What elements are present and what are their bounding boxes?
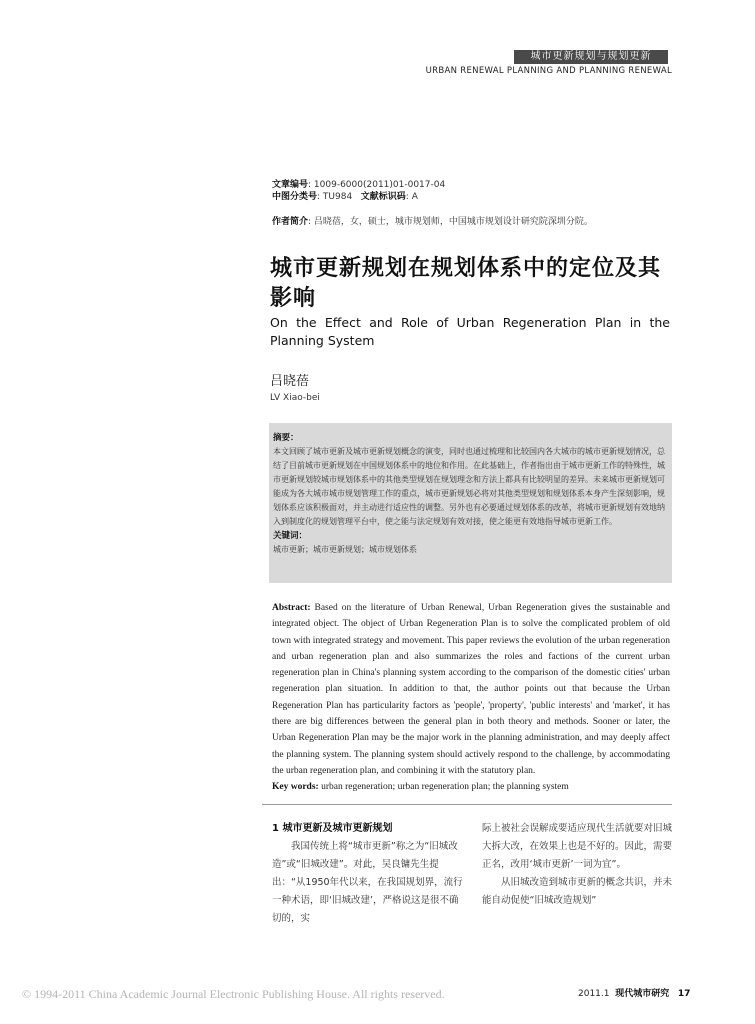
abstract-en xyxy=(272,600,670,796)
article-number: 文章编号: 1009-6000(2011)01-0017-04 xyxy=(272,180,446,190)
section-heading: 1 城市更新及城市更新规划 xyxy=(272,823,393,834)
body-column-left xyxy=(272,820,468,928)
body-paragraph: 我国传统上将“城市更新”称之为“旧城改造”或“旧城改建”。对此，吴良镛先生提出：“从1950年代以来，在我国规划界，流行一种术语，即‘旧城改建’，严格说这是很不确切的，实 xyxy=(272,841,463,924)
abstract-en-text: Based on the literature of Urban Renewal, Urban Regeneration gives the sustainable and integrated object. The object of Urban Regeneration Plan is to solve the complicated problem of old town with integrated strategy and movement. This paper reviews the evolution of the urban regeneration and urban regeneration plan and also summarizes the roles and factions of the current urban regeneration plan in China's planning system according to the comparison of the domestic cities' urban regeneration plan situation. In addition to that, the author points out that because the Urban Regeneration Plan has particularity factors as 'people', 'property', 'public interests' and 'market', it has there are big differences between the general plan in both theory and methods. Sooner or later, the Urban Regeneration Plan may be the major work in the planning administration, and may deeply affect the planning system. The planning system should actively respond to the challenge, by accommodating the urban regeneration plan, and combining it with the statutory plan. xyxy=(272,603,670,776)
abstract-cn-label: 摘要： xyxy=(273,433,299,443)
body-paragraph: 际上被社会误解成要适应现代生活就要对旧城大拆大改，在效果上也是不好的。因此，需要正名，改用‘城市更新’一词为宜”。 xyxy=(482,823,673,870)
author-name-en: LV Xiao-bei xyxy=(270,393,320,403)
keywords-en-label: Key words: xyxy=(272,782,319,793)
abstract-cn-text: 本文回顾了城市更新及城市更新规划概念的演变，同时也通过梳理和比较国内各大城市的城市更新规划情况，总结了目前城市更新规划在中国规划体系中的地位和作用。在此基础上，作者指出由于城市更新工作的特殊性，城市更新规划较城市规划体系中的其他类型规划在规划理念和方法上都具有比较明显的差异。未来城市更新规划可能成为各大城市城市规划管理工作的重点，城市更新规划必将对其他类型规划和规划体系本身产生深刻影响，规划体系应该积极面对，并主动进行适应性的调整。另外也有必要通过规划体系的改革，将城市更新规划有效地纳入到制度化的规划管理平台中，使之能与法定规划有效对接，使之能更有效地指导城市更新工作。 xyxy=(273,447,665,526)
paper-title-cn: 城市更新规划在规划体系中的定位及其影响 xyxy=(270,256,662,311)
body-column-right xyxy=(482,820,672,910)
abstract-en-label: Abstract: xyxy=(272,603,311,613)
keywords-cn-label: 关键词： xyxy=(273,531,308,541)
paper-title-en: On the Effect and Role of Urban Regeneration Plan in the Planning System xyxy=(270,315,670,348)
body-paragraph: 从旧城改造到城市更新的概念共识，并未能自动促使“旧城改造规划” xyxy=(482,877,673,906)
section-tag-en: URBAN RENEWAL PLANNING AND PLANNING RENEWAL xyxy=(425,66,672,76)
author-intro: 作者简介: 吕晓蓓，女，硕士，城市规划师，中国城市规划设计研究院深圳分院。 xyxy=(272,217,593,227)
divider xyxy=(262,804,672,805)
section-tag-cn: 城市更新规划与规划更新 xyxy=(514,50,668,64)
abstract-cn-box xyxy=(269,423,672,583)
author-name-cn: 吕晓蓓 xyxy=(270,374,310,389)
keywords-en: urban regeneration; urban regeneration plan; the planning system xyxy=(321,782,569,793)
classification: 中图分类号: TU984 文献标识码: A xyxy=(272,192,418,202)
keywords-cn: 城市更新；城市更新规划；城市规划体系 xyxy=(273,545,417,554)
copyright-notice: © 1994-2011 China Academic Journal Electronic Publishing House. All rights reserved. xyxy=(22,987,445,1001)
page-footer: 2011.1 现代城市研究 17 xyxy=(578,989,691,999)
